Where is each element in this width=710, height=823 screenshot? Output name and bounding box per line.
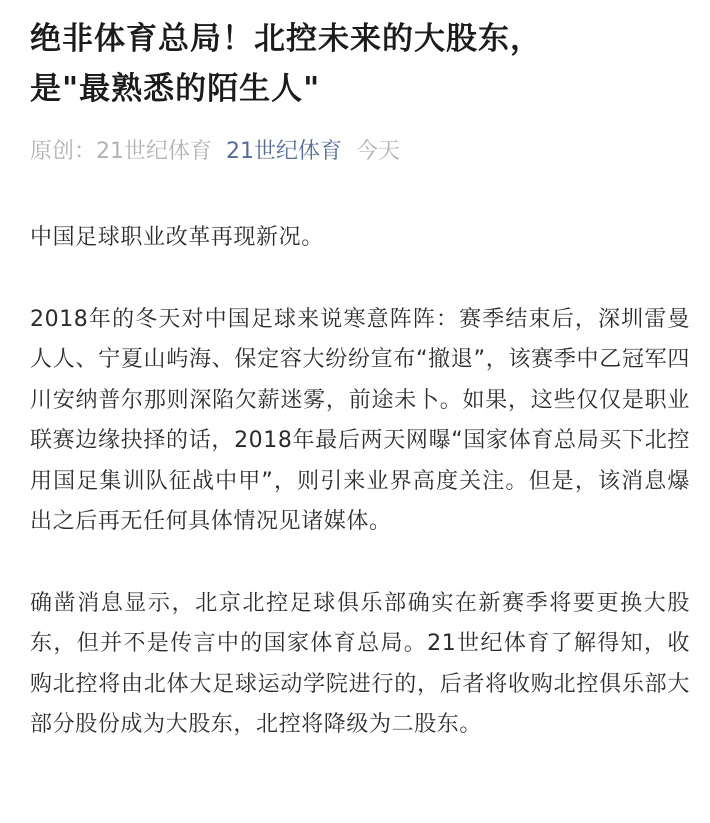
paragraph-1: 中国足球职业改革再现新况。 — [30, 225, 324, 250]
paragraph-3: 确凿消息显示，北京北控足球俱乐部确实在新赛季将要更换大股东，但并不是传言中的国家体育总局。21世纪体育了解得知，收购北控将由北体大足球运动学院进行的，后者将收购北控俱乐部大部分股份成为大股东，北控将降级为二股东。 — [30, 590, 690, 737]
original-label: 原创： — [30, 139, 97, 164]
publish-date: 今天 — [356, 139, 401, 164]
author-name: 21世纪体育 — [96, 139, 213, 164]
account-link[interactable]: 21世纪体育 — [226, 139, 343, 164]
article-content — [30, 218, 690, 746]
title-line-1: 绝非体育总局！北控未来的大股东， — [30, 21, 542, 57]
article-meta — [30, 136, 690, 168]
article — [30, 14, 690, 787]
article-title — [30, 14, 690, 114]
title-line-2: 是"最熟悉的陌生人" — [30, 71, 321, 107]
paragraph-2: 2018年的冬天对中国足球来说寒意阵阵：赛季结束后，深圳雷曼人人、宁夏山屿海、保定容大纷纷宣布“撤退”，该赛季中乙冠军四川安纳普尔那则深陷欠薪迷雾，前途未卜。如果，这些仅仅是职业联赛边缘抉择的话，2018年最后两天网曝“国家体育总局买下北控用国足集训队征战中甲”，则引来业界高度关注。但是，该消息爆出之后再无任何具体情况见诸媒体。 — [30, 306, 690, 534]
